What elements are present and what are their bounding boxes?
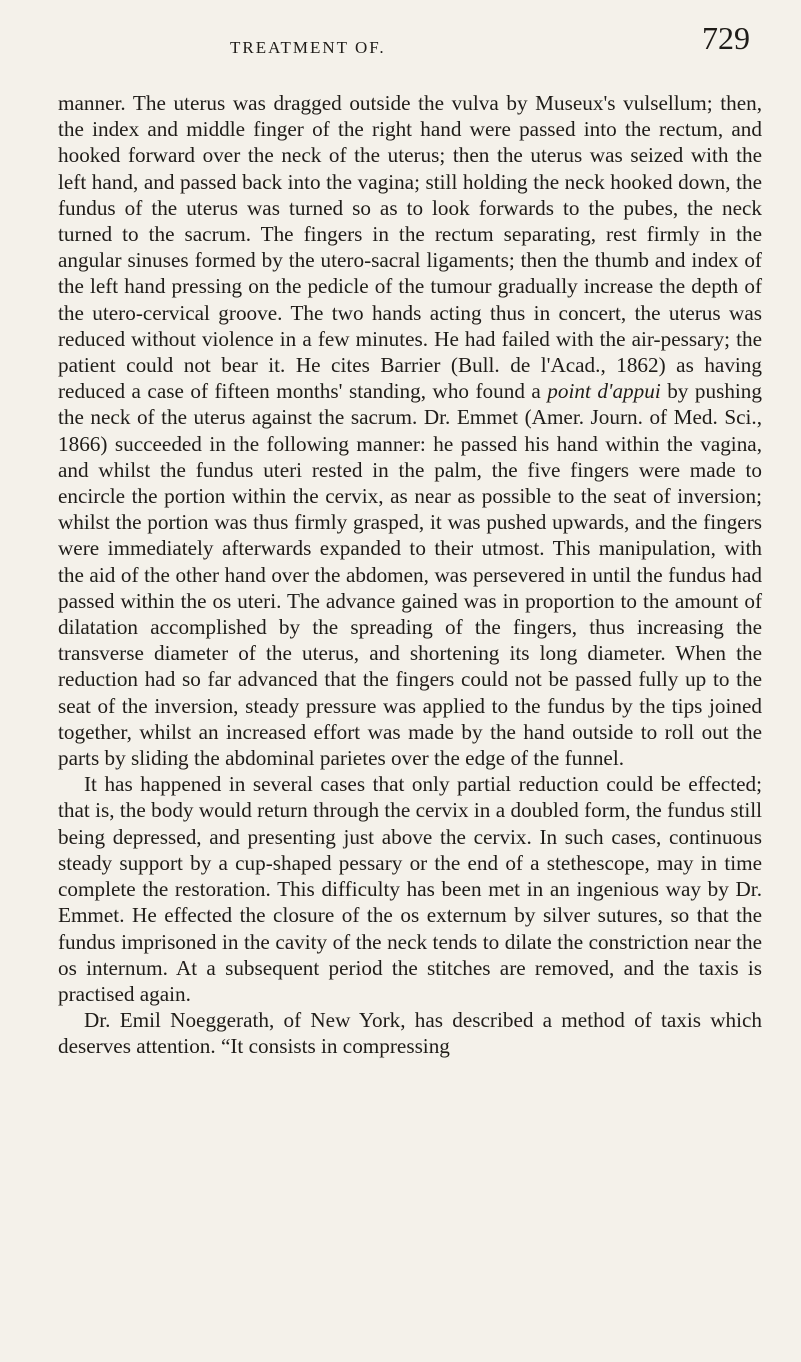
- running-head: TREATMENT OF.: [230, 38, 386, 57]
- paragraph-1: [58, 90, 762, 771]
- paragraph-1-text-a: manner. The uterus was dragged outside the vulva by Museux's vulsellum; then, the index and middle finger of the right hand were passed into the rectum, and hooked forward over the neck of the uterus; then the uterus was seized with the left hand, and passed back into the vagina; still holding the neck hooked down, the fundus of the uterus was turned so as to look forwards to the pubes, the neck turned to the sacrum. The fingers in the rectum separating, rest firmly in the angular sinuses formed by the utero-sacral ligaments; then the thumb and index of the left hand pressing on the pedicle of the tumour gradually increase the depth of the utero-cervical groove. The two hands acting thus in concert, the uterus was reduced without violence in a few minutes. He had failed with the air-pessary; the patient could not bear it. He cites Barrier (Bull. de l'Acad., 1862) as having reduced a case of fifteen months' standing, who found a: [58, 91, 762, 404]
- paragraph-3: Dr. Emil Noeggerath, of New York, has described a method of taxis which deserves attention. “It consists in compressing: [58, 1008, 762, 1059]
- paragraph-1-italic-phrase: point d'appui: [547, 379, 661, 404]
- page-header: [110, 18, 750, 58]
- paragraph-2: It has happened in several cases that only partial reduction could be effected; that is, the body would return through the cervix in a doubled form, the fundus still being depressed, and presenting just above the cervix. In such cases, continuous steady support by a cup-shaped pessary or the end of a stethescope, may in time complete the restoration. This difficulty has been met in an ingenious way by Dr. Emmet. He effected the closure of the os externum by silver sutures, so that the fundus imprisoned in the cavity of the neck tends to dilate the constriction near the os internum. At a subsequent period the stitches are removed, and the taxis is practised again.: [58, 772, 762, 1006]
- body-text: [58, 90, 762, 1060]
- paragraph-1-text-b: by pushing the neck of the uterus against the sacrum. Dr. Emmet (Amer. Journ. of Med. Sci., 1866) succeeded in the following manner: he passed his hand within the vagina, and whilst the fundus uteri rested in the palm, the five fingers were made to encircle the portion within the cervix, as near as possible to the seat of inversion; whilst the portion was thus firmly grasped, it was pushed upwards, and the fingers were immediately afterwards expanded to their utmost. This manipulation, with the aid of the other hand over the abdomen, was persevered in until the fundus had passed within the os uteri. The advance gained was in proportion to the amount of dilatation accomplished by the spreading of the fingers, thus increasing the transverse diameter of the uterus, and shortening its long diameter. When the reduction had so far advanced that the fingers could not be passed fully up to the seat of the inversion, steady pressure was applied to the fundus by the tips joined together, whilst an increased effort was made by the hand outside to roll out the parts by sliding the abdominal parietes over the edge of the funnel.: [58, 379, 762, 771]
- page-number: 729: [702, 20, 750, 56]
